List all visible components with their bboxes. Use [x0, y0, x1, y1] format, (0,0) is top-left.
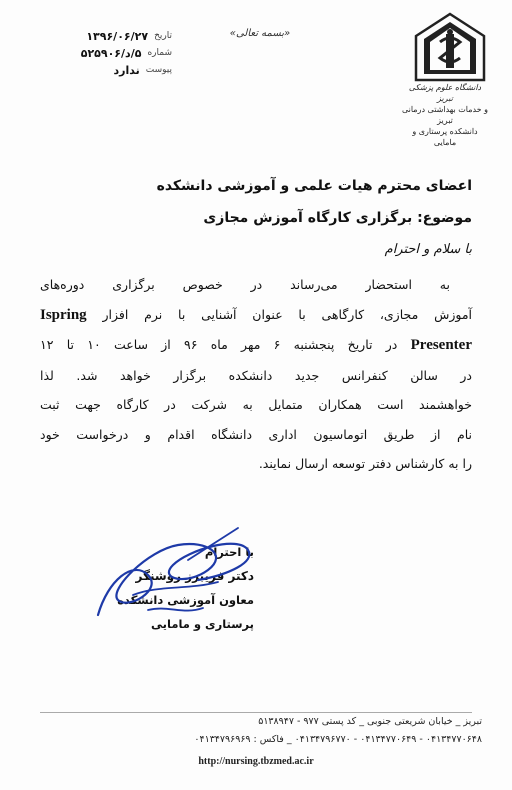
recipient: اعضای محترم هیات علمی و آموزشی دانشکده	[156, 178, 472, 194]
letter-body	[40, 270, 472, 479]
university-name-line2: و خدمات بهداشتی درمانی تبریز	[401, 105, 489, 125]
subject: موضوع: برگزاری کارگاه آموزش مجازی	[203, 210, 472, 226]
footer-address: تبریز _ خیابان شریعتی جنوبی _ کد پستی ۹۷۷ - ۵۱۳۸۹۴۷	[258, 716, 482, 727]
attachment-label: پیوست	[145, 65, 172, 75]
footer-website-link[interactable]: http://nursing.tbzmed.ac.ir	[198, 756, 314, 767]
body-line: در سالن کنفرانس جدید دانشکده برگزار خواهد شد. لذا	[40, 367, 472, 383]
basmala: «بسمه تعالی»	[229, 28, 291, 39]
body-line-with-software	[40, 300, 472, 331]
number-value: ۵/د/۵۲۵۹۰۶	[80, 47, 142, 60]
university-name	[400, 82, 490, 148]
university-name-line3: دانشکده پرستاری و مامایی	[412, 127, 478, 147]
software-name-part1: Ispring	[40, 306, 87, 323]
attachment-value: ندارد	[113, 64, 140, 77]
footer-divider	[40, 712, 472, 713]
university-logo-icon	[414, 12, 486, 82]
body-line-text: در تاریخ پنجشنبه ۶ مهر ماه ۹۶ از ساعت ۱۰ تا ۱۲	[40, 337, 398, 352]
signer-name: دکتر فریبرز روشنگر	[135, 569, 254, 583]
date-row	[22, 28, 172, 45]
body-line: را به کارشناس دفتر توسعه ارسال نمایند.	[258, 456, 472, 471]
signer-title: معاون آموزشی دانشکده	[117, 593, 254, 607]
body-line-with-software	[40, 330, 472, 361]
number-row	[22, 45, 172, 62]
greeting: با سلام و احترام	[384, 242, 472, 257]
university-name-line1: دانشگاه علوم پزشکی تبریز	[408, 83, 482, 103]
attachment-row	[22, 62, 172, 79]
body-line: خواهشمند است همکاران متمایل به شرکت در کارگاه جهت ثبت	[40, 397, 472, 412]
closing: با احترام	[204, 545, 254, 559]
body-line: به استحضار می‌رساند در خصوص برگزاری دوره‌های	[40, 277, 450, 292]
footer-phones: ۰۴۱۳۴۷۷۰۶۴۸ - ۰۴۱۳۴۷۷۰۶۴۹ - ۰۴۱۳۴۷۹۶۷۷۰ _ فاکس : ۰۴۱۳۴۷۹۶۹۶۹	[194, 734, 482, 745]
software-name-part2: Presenter	[410, 337, 472, 353]
signer-faculty: پرستاری و مامایی	[151, 617, 254, 631]
number-label: شماره	[147, 48, 172, 58]
date-value: ۱۳۹۶/۰۶/۲۷	[86, 30, 149, 43]
handwritten-signature-icon	[88, 520, 258, 635]
body-line: نام از طریق اتوماسیون اداری دانشگاه اقدام و درخواست خود	[40, 426, 472, 442]
letter-meta	[22, 28, 172, 79]
date-label: تاریخ	[154, 31, 172, 41]
body-line-text: آموزش مجازی، کارگاهی با عنوان آشنایی با نرم افزار	[102, 306, 472, 322]
